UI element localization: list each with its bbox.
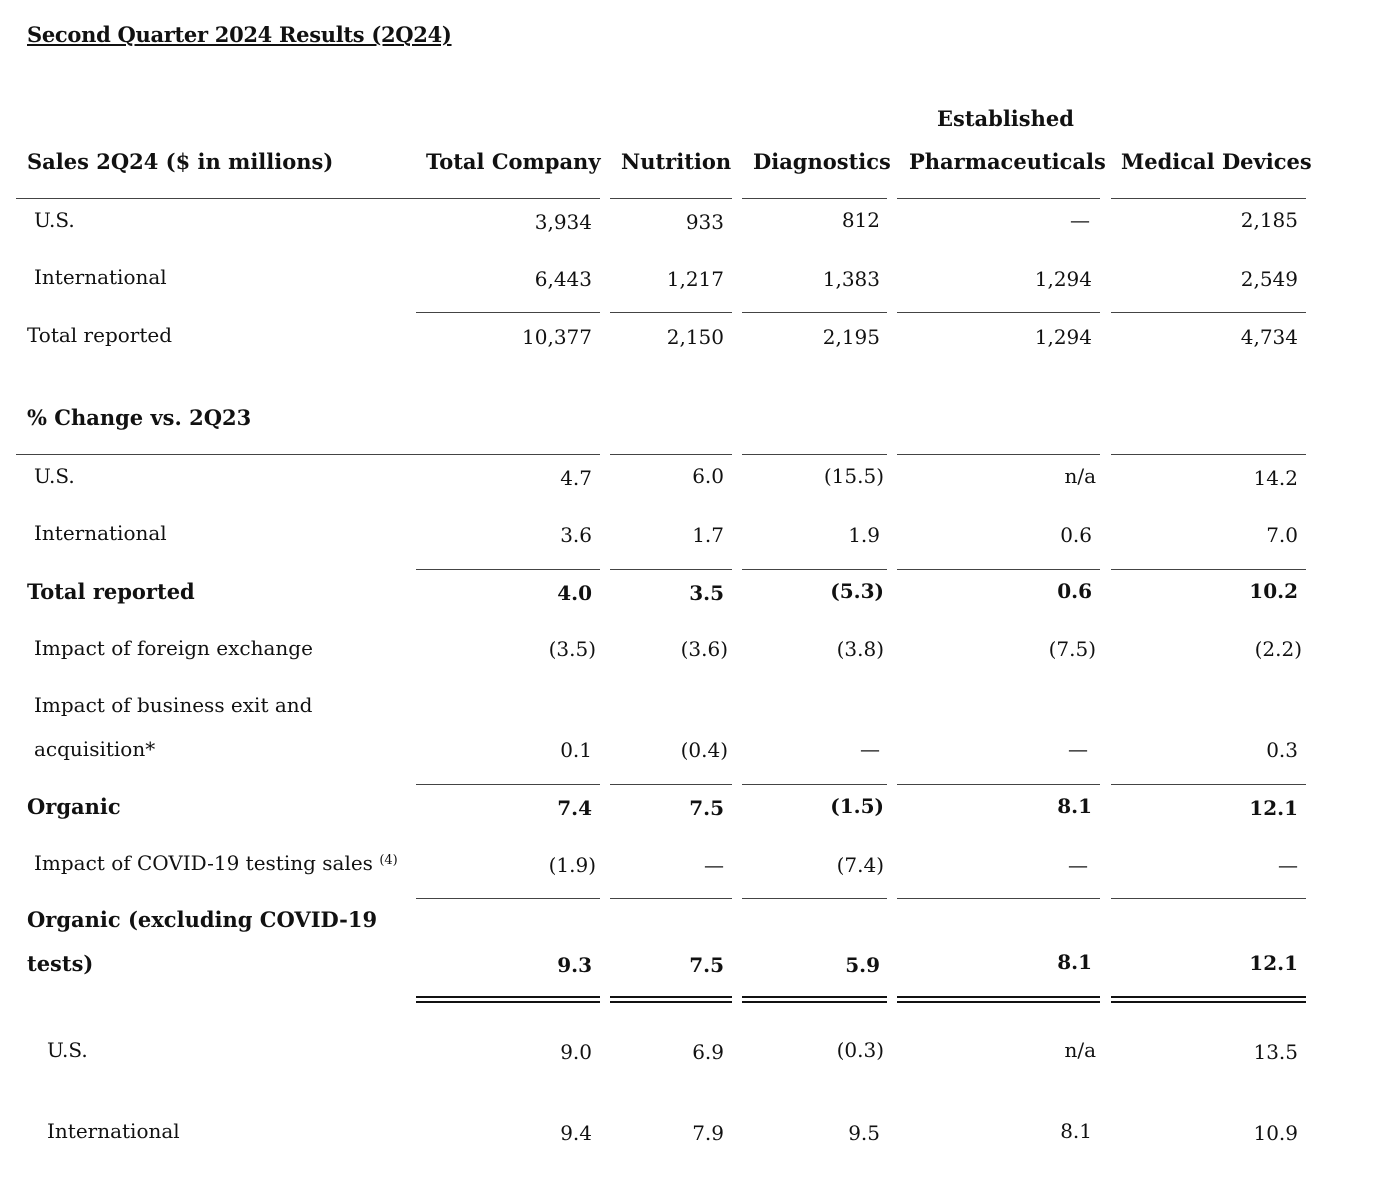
pct-us-total: 4.7 — [560, 466, 592, 490]
rule4-nutrition — [610, 898, 732, 899]
sales-total-devices: 4,734 — [1240, 325, 1298, 349]
pct-covid-label-text: Impact of COVID-19 testing sales — [34, 851, 373, 875]
sales-intl-label: International — [34, 265, 167, 289]
pct-organic-us-label: U.S. — [47, 1038, 88, 1062]
pct-organic-us-nutrition: 6.9 — [692, 1040, 724, 1064]
pct-intl-diagnostics: 1.9 — [848, 523, 880, 547]
pct-rule-diagnostics — [742, 454, 887, 455]
pct-organic-intl-nutrition: 7.9 — [692, 1121, 724, 1145]
dbl-rule-devices — [1111, 996, 1306, 1003]
pct-covid-nutrition: — — [704, 853, 724, 877]
pct-exit-label-line1: Impact of business exit and — [34, 693, 313, 717]
header-rule-diagnostics — [742, 198, 887, 199]
pct-intl-total: 3.6 — [560, 523, 592, 547]
pct-rule-nutrition — [610, 454, 732, 455]
pct-intl-label: International — [34, 521, 167, 545]
pct-organic-us-total: 9.0 — [560, 1040, 592, 1064]
dbl-rule-nutrition — [610, 996, 732, 1003]
sales-us-total: 3,934 — [534, 210, 592, 234]
rule3-nutrition — [610, 784, 732, 785]
sales-total-diagnostics: 2,195 — [822, 325, 880, 349]
header-diagnostics: Diagnostics — [753, 149, 891, 174]
dbl-rule-pharma — [897, 996, 1100, 1003]
pct-organic-total: 7.4 — [557, 796, 592, 820]
rule-devices — [1111, 312, 1306, 313]
sales-total-nutrition: 2,150 — [666, 325, 724, 349]
rule2-devices — [1111, 569, 1306, 570]
pct-fx-devices: (2.2) — [1254, 637, 1302, 661]
header-rule-devices — [1111, 198, 1306, 199]
sales-total-label: Total reported — [27, 323, 173, 347]
rule4-total-company — [416, 898, 600, 899]
pct-fx-nutrition: (3.6) — [680, 637, 728, 661]
header-pharmaceuticals: Pharmaceuticals — [909, 149, 1106, 174]
pct-us-devices: 14.2 — [1253, 466, 1298, 490]
pct-organic-intl-devices: 10.9 — [1253, 1121, 1298, 1145]
pct-organic-excl-devices: 12.1 — [1249, 951, 1298, 975]
pct-total-diagnostics: (5.3) — [830, 579, 884, 603]
pct-organic-nutrition: 7.5 — [689, 796, 724, 820]
sales-us-diagnostics: 812 — [841, 208, 880, 232]
rule4-pharma — [897, 898, 1100, 899]
header-total-company: Total Company — [426, 149, 601, 174]
pct-intl-pharma: 0.6 — [1060, 523, 1092, 547]
rule2-total-company — [416, 569, 600, 570]
rule4-devices — [1111, 898, 1306, 899]
pct-exit-label-line2: acquisition* — [34, 737, 156, 761]
pct-us-pharma: n/a — [1064, 464, 1096, 488]
sales-intl-pharma: 1,294 — [1034, 267, 1092, 291]
pct-covid-pharma: — — [1068, 853, 1088, 877]
header-rule-pharma — [897, 198, 1100, 199]
pct-organic-excl-label-line1: Organic (excluding COVID-19 — [27, 907, 378, 932]
sales-intl-total: 6,443 — [534, 267, 592, 291]
header-row-label: Sales 2Q24 ($ in millions) — [27, 149, 334, 174]
rule4-diagnostics — [742, 898, 887, 899]
sales-intl-diagnostics: 1,383 — [822, 267, 880, 291]
pct-covid-diagnostics: (7.4) — [836, 853, 884, 877]
header-medical-devices: Medical Devices — [1121, 149, 1312, 174]
rule3-pharma — [897, 784, 1100, 785]
pct-rule-devices — [1111, 454, 1306, 455]
rule-diagnostics — [742, 312, 887, 313]
pct-organic-pharma: 8.1 — [1057, 794, 1092, 818]
rule-total-company — [416, 312, 600, 313]
pct-intl-devices: 7.0 — [1266, 523, 1298, 547]
pct-organic-excl-label-line2: tests) — [27, 951, 94, 976]
pct-total-label: Total reported — [27, 579, 195, 604]
pct-us-label: U.S. — [34, 464, 75, 488]
pct-exit-total: 0.1 — [560, 738, 592, 762]
rule3-devices — [1111, 784, 1306, 785]
pct-total-nutrition: 3.5 — [689, 581, 724, 605]
pct-organic-diagnostics: (1.5) — [830, 794, 884, 818]
pct-organic-excl-diagnostics: 5.9 — [845, 953, 880, 977]
pct-fx-total: (3.5) — [548, 637, 596, 661]
pct-organic-excl-pharma: 8.1 — [1057, 950, 1092, 974]
header-rule-label — [16, 198, 600, 199]
pct-intl-nutrition: 1.7 — [692, 523, 724, 547]
pct-rule-label — [16, 454, 600, 455]
header-rule-nutrition — [610, 198, 732, 199]
sales-us-pharma: — — [1070, 208, 1090, 232]
sales-intl-devices: 2,549 — [1240, 267, 1298, 291]
pct-total-total: 4.0 — [557, 581, 592, 605]
rule3-total-company — [416, 784, 600, 785]
pct-us-diagnostics: (15.5) — [823, 464, 884, 488]
sales-us-nutrition: 933 — [685, 210, 724, 234]
pct-organic-intl-label: International — [47, 1119, 180, 1143]
pct-organic-intl-pharma: 8.1 — [1060, 1119, 1092, 1143]
pct-fx-diagnostics: (3.8) — [836, 637, 884, 661]
rule-pharma — [897, 312, 1100, 313]
pct-covid-devices: — — [1278, 853, 1298, 877]
dbl-rule-total-company — [416, 996, 600, 1003]
pct-exit-devices: 0.3 — [1266, 738, 1298, 762]
pct-organic-intl-diagnostics: 9.5 — [848, 1121, 880, 1145]
pct-fx-label: Impact of foreign exchange — [34, 636, 313, 660]
pct-organic-excl-total: 9.3 — [557, 953, 592, 977]
dbl-rule-diagnostics — [742, 996, 887, 1003]
pct-section-label: % Change vs. 2Q23 — [27, 405, 252, 430]
footnote-marker: (4) — [379, 853, 398, 868]
pct-exit-diagnostics: — — [860, 737, 880, 761]
rule2-pharma — [897, 569, 1100, 570]
pct-covid-total: (1.9) — [548, 853, 596, 877]
pct-organic-devices: 12.1 — [1249, 796, 1298, 820]
header-nutrition: Nutrition — [621, 149, 732, 174]
pct-organic-us-devices: 13.5 — [1253, 1040, 1298, 1064]
pct-organic-label: Organic — [27, 794, 121, 819]
pct-organic-us-pharma: n/a — [1064, 1038, 1096, 1062]
rule3-diagnostics — [742, 784, 887, 785]
sales-intl-nutrition: 1,217 — [666, 267, 724, 291]
sales-us-label: U.S. — [34, 208, 75, 232]
rule-nutrition — [610, 312, 732, 313]
header-pharma-line1: Established — [937, 106, 1074, 131]
rule2-diagnostics — [742, 569, 887, 570]
pct-rule-pharma — [897, 454, 1100, 455]
rule2-nutrition — [610, 569, 732, 570]
pct-exit-pharma: — — [1068, 737, 1088, 761]
sales-us-devices: 2,185 — [1240, 208, 1298, 232]
pct-organic-us-diagnostics: (0.3) — [836, 1038, 884, 1062]
pct-fx-pharma: (7.5) — [1048, 637, 1096, 661]
pct-organic-excl-nutrition: 7.5 — [689, 953, 724, 977]
page-title: Second Quarter 2024 Results (2Q24) — [27, 22, 452, 47]
sales-total-total: 10,377 — [522, 325, 592, 349]
pct-organic-intl-total: 9.4 — [560, 1121, 592, 1145]
pct-total-pharma: 0.6 — [1057, 579, 1092, 603]
pct-exit-nutrition: (0.4) — [680, 738, 728, 762]
pct-us-nutrition: 6.0 — [692, 464, 724, 488]
pct-covid-label — [34, 851, 398, 875]
pct-total-devices: 10.2 — [1249, 579, 1298, 603]
sales-total-pharma: 1,294 — [1034, 325, 1092, 349]
